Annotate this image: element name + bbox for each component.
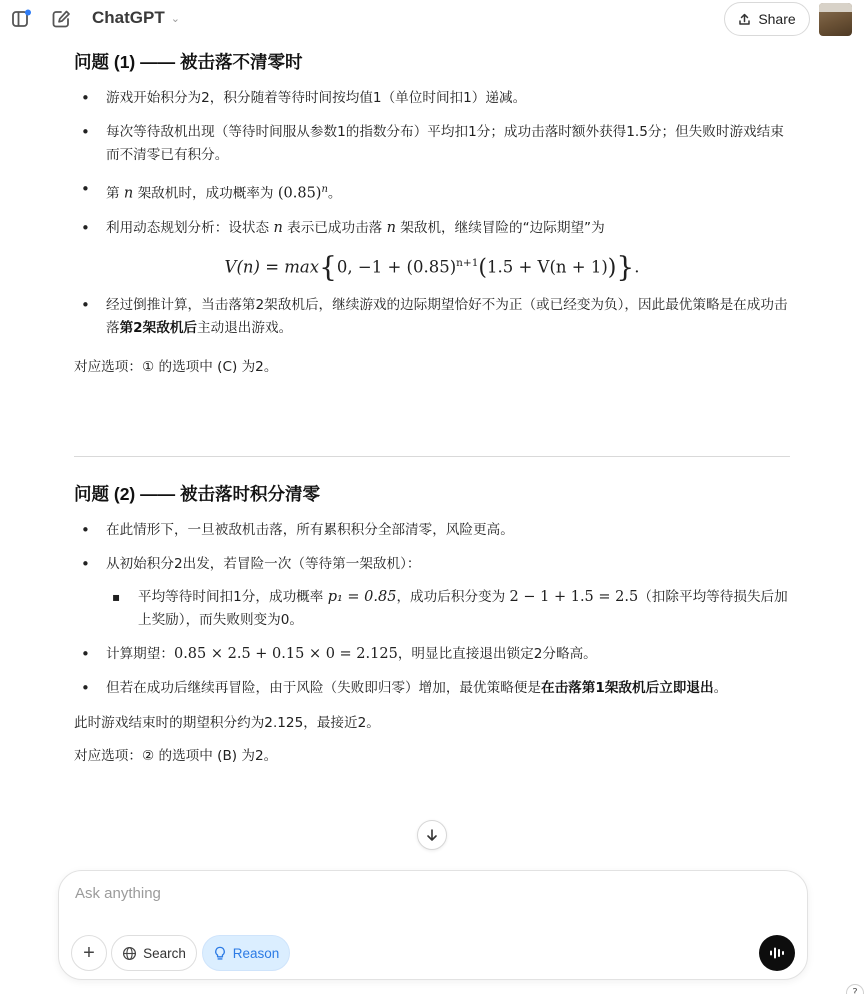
text: 。 xyxy=(713,679,728,696)
text: 第 xyxy=(106,185,124,202)
list-item-text: 从初始积分2出发，若冒险一次（等待第一架敌机）： xyxy=(106,555,421,572)
lightbulb-icon xyxy=(213,946,227,961)
formula-sup: n+1 xyxy=(456,256,479,269)
list-item-text: 在此情形下，一旦被敌机击落，所有累积积分全部清零，风险更高。 xyxy=(106,521,514,538)
list-item xyxy=(74,87,790,110)
section1-list-cont xyxy=(74,294,790,340)
waveform-icon xyxy=(768,944,786,962)
composer xyxy=(58,870,808,980)
search-button[interactable] xyxy=(111,935,197,971)
text: 架敌机时，成功概率为 xyxy=(133,185,278,202)
text: （扣除平均等待损失后加上奖励），而失败则变为0。 xyxy=(138,588,788,628)
text: 架敌机，继续冒险的“边际期望”为 xyxy=(395,219,605,236)
text: 计算期望： xyxy=(106,645,174,662)
section2-title: 问题 (2) —— 被击落时积分清零 xyxy=(74,483,320,504)
share-icon xyxy=(738,13,751,26)
text: 经过倒推计算，当击落第2架敌机后，继续游戏的边际期望恰好不为正（或已经变为负），因此最优策略是在成功击落 xyxy=(106,296,788,336)
list-item xyxy=(74,553,790,632)
text: 主动退出游戏。 xyxy=(197,319,293,336)
text: 表示已成功击落 xyxy=(282,219,387,236)
attach-button[interactable] xyxy=(71,935,107,971)
section-divider xyxy=(74,456,790,457)
section2-summary: 此时游戏结束时的期望积分约为2.125，最接近2。 xyxy=(74,714,380,731)
list-item xyxy=(74,121,790,167)
math-sup: n xyxy=(321,184,328,195)
sub-list xyxy=(106,586,790,632)
bold-text: 在击落第1架敌机后立即退出 xyxy=(541,679,714,696)
list-item-text: 每次等待敌机出现（等待时间服从参数1的指数分布）平均扣1分；成功击落时额外获得1.5分；但失败时游戏结束而不清零已有积分。 xyxy=(106,124,784,163)
math-var: n xyxy=(123,185,134,202)
chevron-down-icon: ⌄ xyxy=(170,12,180,25)
section1-title: 问题 (1) —— 被击落不清零时 xyxy=(74,52,303,72)
formula-body: 0, −1 + (0.85) xyxy=(336,257,457,277)
text: 平均等待时间扣1分，成功概率 xyxy=(138,588,328,605)
list-item xyxy=(74,294,790,340)
model-selector[interactable] xyxy=(92,8,180,28)
list-item xyxy=(74,643,790,666)
text: 。 xyxy=(327,185,342,202)
bold-text: 第2架敌机后 xyxy=(119,319,198,336)
list-item-text: 游戏开始积分为2，积分随着等待时间按均值1（单位时间扣1）递减。 xyxy=(106,90,527,106)
prompt-input[interactable]: Ask anything xyxy=(75,885,161,902)
text: ，成功后积分变为 xyxy=(396,588,510,605)
share-button[interactable] xyxy=(724,2,810,36)
math-var: n xyxy=(386,219,396,236)
math-var: n xyxy=(273,219,283,236)
share-label: Share xyxy=(758,11,796,27)
conversation-content xyxy=(74,50,790,768)
arrow-down-icon xyxy=(425,828,439,842)
scroll-down-button[interactable] xyxy=(417,820,447,850)
math: 2 − 1 + 1.5 = 2.5 xyxy=(509,588,639,605)
math: (0.85) xyxy=(277,185,322,202)
sub-list-item xyxy=(106,586,790,632)
text: 但若在成功后继续再冒险，由于风险（失败即归零）增加，最优策略便是 xyxy=(106,679,541,696)
plus-icon: + xyxy=(83,941,95,964)
formula-body2: 1.5 + V(n + 1) xyxy=(486,257,608,277)
model-name: ChatGPT xyxy=(92,8,165,27)
sidebar-toggle-icon[interactable] xyxy=(8,6,34,32)
list-item xyxy=(74,519,790,542)
reason-button[interactable] xyxy=(202,935,290,971)
math: 0.85 × 2.5 + 0.15 × 0 = 2.125 xyxy=(173,645,398,662)
text: ，明显比直接退出锁定2分略高。 xyxy=(397,645,597,662)
list-item xyxy=(74,217,790,240)
new-chat-icon[interactable] xyxy=(48,6,74,32)
formula-end: . xyxy=(634,257,640,277)
formula-lhs: V(n) = max xyxy=(224,257,320,277)
help-button[interactable]: ? xyxy=(846,984,864,994)
top-bar xyxy=(0,0,864,40)
list-item xyxy=(74,178,790,206)
formula-display: V(n) = max{0, $-1 + (0.85)^{n+1}(1.5 + V(n + 1))$}. xyxy=(224,250,640,284)
section1-answer: 对应选项：① 的选项中 (C) 为2。 xyxy=(74,358,278,375)
globe-icon xyxy=(122,946,137,961)
section2-list xyxy=(74,519,790,700)
voice-mode-button[interactable] xyxy=(759,935,795,971)
section1-list xyxy=(74,87,790,240)
search-label: Search xyxy=(143,945,186,961)
reason-label: Reason xyxy=(232,945,280,961)
text: 利用动态规划分析：设状态 xyxy=(106,219,274,236)
section2-answer: 对应选项：② 的选项中 (B) 为2。 xyxy=(74,747,278,764)
math: p₁ = 0.85 xyxy=(327,588,397,605)
list-item xyxy=(74,677,790,700)
avatar[interactable] xyxy=(819,3,852,36)
